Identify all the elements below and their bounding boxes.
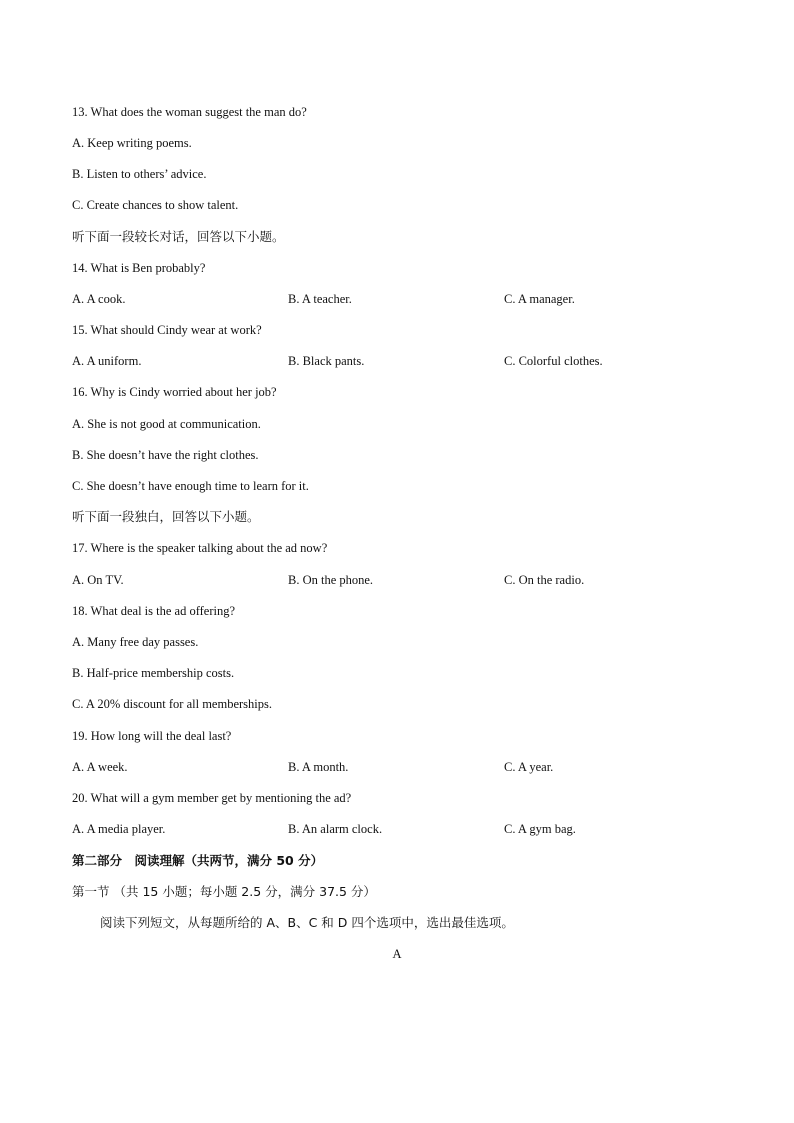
question-17-options bbox=[72, 572, 722, 588]
section-one-instruction: 阅读下列短文，从每题所给的 A、B、C 和 D 四个选项中，选出最佳选项。 bbox=[100, 915, 514, 930]
question-14-option-c: C. A manager. bbox=[504, 292, 575, 306]
instruction-monologue: 听下面一段独白，回答以下小题。 bbox=[72, 509, 260, 524]
question-14-options bbox=[72, 291, 722, 307]
question-19-option-c: C. A year. bbox=[504, 760, 554, 774]
question-20-options bbox=[72, 821, 722, 837]
question-18: 18. What deal is the ad offering? bbox=[72, 604, 236, 618]
question-15-options bbox=[72, 353, 722, 369]
question-14: 14. What is Ben probably? bbox=[72, 261, 206, 275]
question-18-option-b: B. Half-price membership costs. bbox=[72, 666, 235, 680]
question-17-option-a: A. On TV. bbox=[72, 573, 124, 587]
section-one-title: 第一节 （共 15 小题；每小题 2.5 分，满分 37.5 分） bbox=[72, 884, 376, 899]
question-19: 19. How long will the deal last? bbox=[72, 729, 232, 743]
question-16-option-a: A. She is not good at communication. bbox=[72, 417, 261, 431]
question-20-option-c: C. A gym bag. bbox=[504, 822, 576, 836]
question-14-option-b: B. A teacher. bbox=[288, 292, 352, 306]
question-13-option-b: B. Listen to others’ advice. bbox=[72, 167, 207, 181]
question-17: 17. Where is the speaker talking about the ad now? bbox=[72, 541, 328, 555]
question-16: 16. Why is Cindy worried about her job? bbox=[72, 385, 277, 399]
question-15-option-c: C. Colorful clothes. bbox=[504, 354, 603, 368]
question-13-option-a: A. Keep writing poems. bbox=[72, 136, 192, 150]
question-15-option-a: A. A uniform. bbox=[72, 354, 142, 368]
question-19-options bbox=[72, 759, 722, 775]
question-16-option-c: C. She doesn’t have enough time to learn for it. bbox=[72, 479, 309, 493]
question-15: 15. What should Cindy wear at work? bbox=[72, 323, 262, 337]
question-20: 20. What will a gym member get by mentioning the ad? bbox=[72, 791, 352, 805]
question-18-option-c: C. A 20% discount for all memberships. bbox=[72, 697, 272, 711]
question-19-option-a: A. A week. bbox=[72, 760, 128, 774]
passage-label: A bbox=[392, 947, 402, 961]
question-17-option-b: B. On the phone. bbox=[288, 573, 374, 587]
question-13-option-c: C. Create chances to show talent. bbox=[72, 198, 239, 212]
question-18-option-a: A. Many free day passes. bbox=[72, 635, 199, 649]
question-17-option-c: C. On the radio. bbox=[504, 573, 585, 587]
question-20-option-a: A. A media player. bbox=[72, 822, 166, 836]
question-13: 13. What does the woman suggest the man do? bbox=[72, 105, 307, 119]
part-two-title: 第二部分 阅读理解（共两节，满分 50 分） bbox=[72, 853, 324, 868]
instruction-long-dialogue: 听下面一段较长对话，回答以下小题。 bbox=[72, 229, 285, 244]
question-16-option-b: B. She doesn’t have the right clothes. bbox=[72, 448, 259, 462]
question-14-option-a: A. A cook. bbox=[72, 292, 126, 306]
question-20-option-b: B. An alarm clock. bbox=[288, 822, 383, 836]
question-15-option-b: B. Black pants. bbox=[288, 354, 365, 368]
question-19-option-b: B. A month. bbox=[288, 760, 349, 774]
